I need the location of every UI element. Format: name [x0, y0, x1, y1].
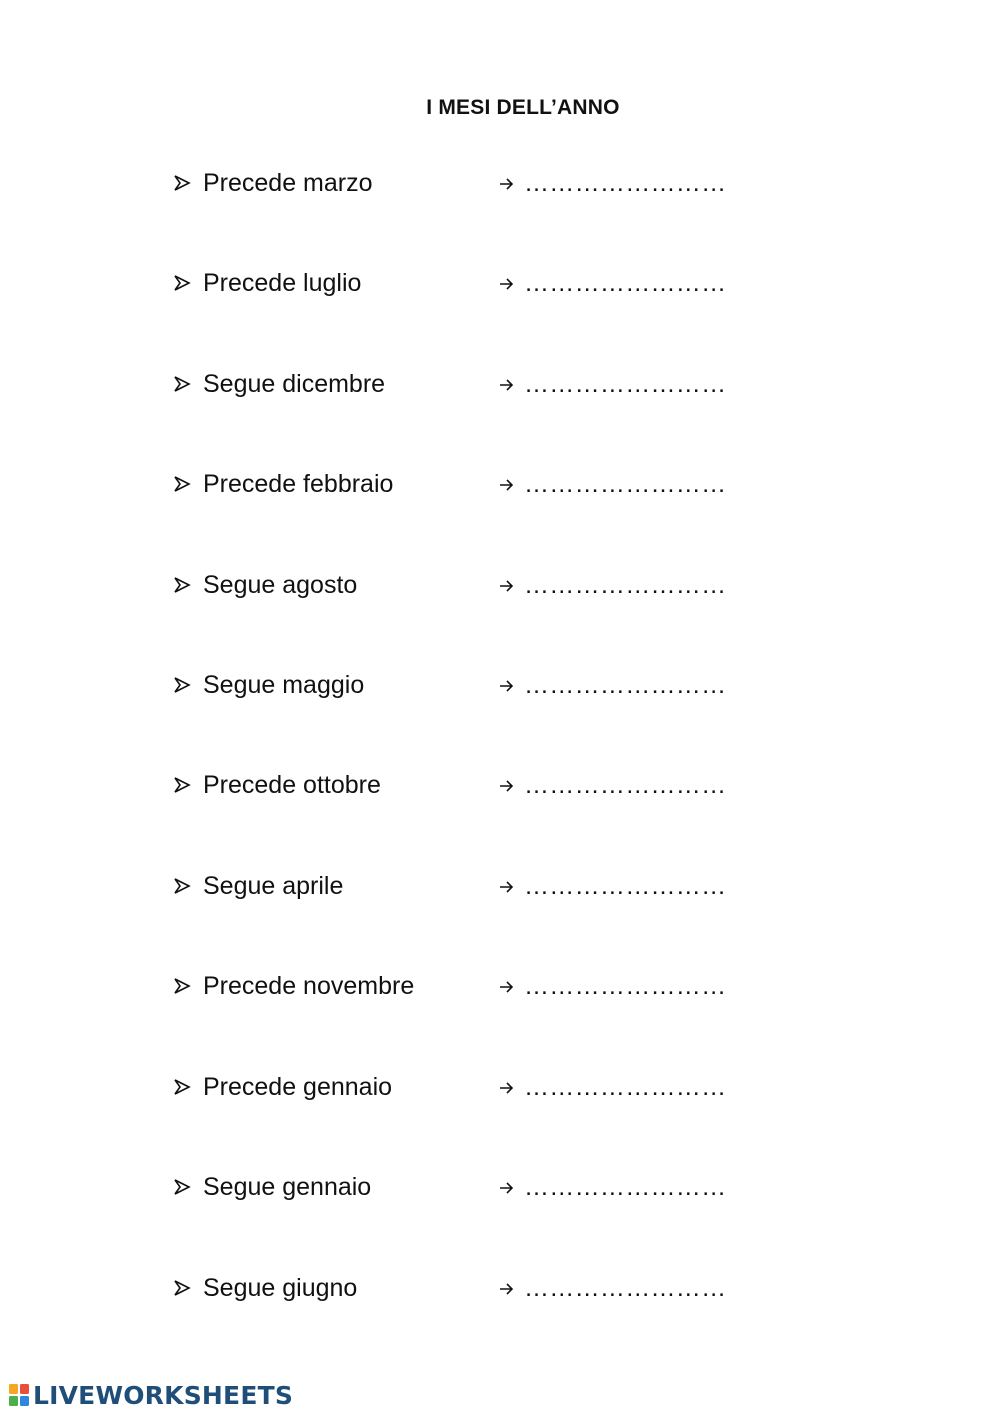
arrowhead-bullet-icon	[172, 1076, 192, 1098]
item-label: Segue aprile	[203, 872, 344, 900]
right-arrow-icon	[499, 877, 517, 899]
list-item	[172, 369, 772, 405]
brand-name: LIVEWORKSHEETS	[33, 1380, 294, 1410]
arrowhead-bullet-icon	[172, 875, 192, 897]
arrowhead-bullet-icon	[172, 172, 192, 194]
arrowhead-bullet-icon	[172, 1176, 192, 1198]
answer-blank[interactable]: ……………………	[524, 370, 727, 398]
answer-blank[interactable]: ……………………	[524, 571, 727, 599]
answer-blank[interactable]: ……………………	[524, 1073, 727, 1101]
footer-brand[interactable]	[8, 1378, 293, 1412]
arrowhead-bullet-icon	[172, 574, 192, 596]
right-arrow-icon	[499, 977, 517, 999]
right-arrow-icon	[499, 274, 517, 296]
list-item	[172, 670, 772, 706]
item-label: Precede novembre	[203, 972, 415, 1000]
item-label: Precede ottobre	[203, 771, 381, 799]
right-arrow-icon	[499, 174, 517, 196]
answer-blank[interactable]: ……………………	[524, 671, 727, 699]
item-label: Precede marzo	[203, 169, 373, 197]
answer-blank[interactable]: ……………………	[524, 169, 727, 197]
right-arrow-icon	[499, 1279, 517, 1301]
answer-blank[interactable]: ……………………	[524, 771, 727, 799]
page-title: I MESI DELL’ANNO	[426, 96, 620, 119]
arrowhead-bullet-icon	[172, 674, 192, 696]
list-item	[172, 268, 772, 304]
right-arrow-icon	[499, 375, 517, 397]
answer-blank[interactable]: ……………………	[524, 1274, 727, 1302]
item-label: Precede febbraio	[203, 470, 394, 498]
item-label: Segue agosto	[203, 571, 358, 599]
right-arrow-icon	[499, 776, 517, 798]
arrowhead-bullet-icon	[172, 473, 192, 495]
list-item	[172, 1273, 772, 1309]
right-arrow-icon	[499, 576, 517, 598]
right-arrow-icon	[499, 1078, 517, 1100]
answer-blank[interactable]: ……………………	[524, 972, 727, 1000]
right-arrow-icon	[499, 475, 517, 497]
list-item	[172, 770, 772, 806]
item-label: Segue giugno	[203, 1274, 358, 1302]
list-item	[172, 570, 772, 606]
list-item	[172, 1072, 772, 1108]
arrowhead-bullet-icon	[172, 1277, 192, 1299]
list-item	[172, 871, 772, 907]
right-arrow-icon	[499, 676, 517, 698]
list-item	[172, 168, 772, 204]
answer-blank[interactable]: ……………………	[524, 470, 727, 498]
item-label: Precede luglio	[203, 269, 362, 297]
item-label: Segue gennaio	[203, 1173, 372, 1201]
item-label: Segue dicembre	[203, 370, 386, 398]
answer-blank[interactable]: ……………………	[524, 1173, 727, 1201]
answer-blank[interactable]: ……………………	[524, 872, 727, 900]
item-label: Segue maggio	[203, 671, 365, 699]
list-item	[172, 1172, 772, 1208]
item-label: Precede gennaio	[203, 1073, 393, 1101]
arrowhead-bullet-icon	[172, 975, 192, 997]
right-arrow-icon	[499, 1178, 517, 1200]
arrowhead-bullet-icon	[172, 774, 192, 796]
list-item	[172, 469, 772, 505]
arrowhead-bullet-icon	[172, 373, 192, 395]
list-item	[172, 971, 772, 1007]
arrowhead-bullet-icon	[172, 272, 192, 294]
liveworksheets-logo-icon	[8, 1383, 30, 1407]
answer-blank[interactable]: ……………………	[524, 269, 727, 297]
